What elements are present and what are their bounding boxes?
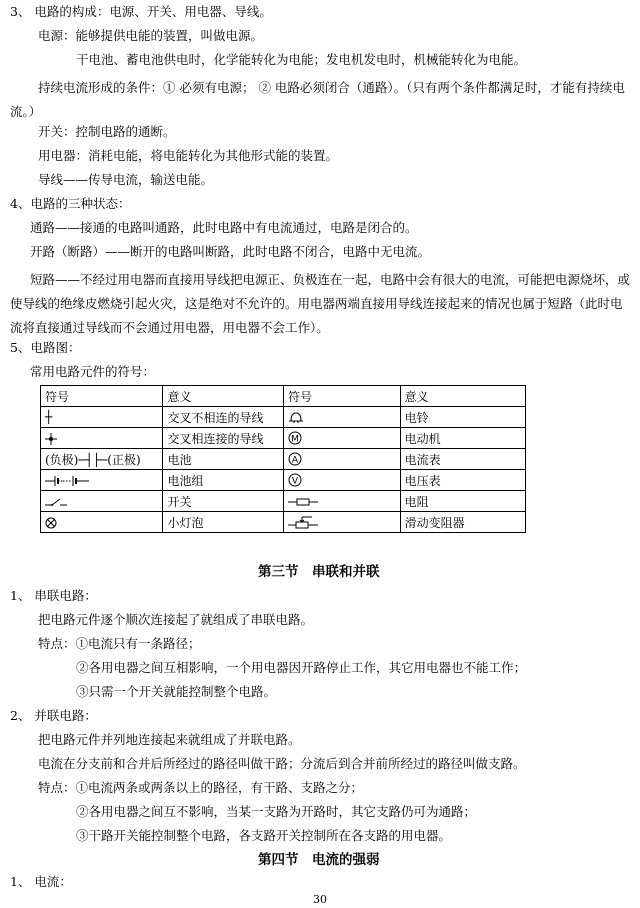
series-feature-3: ③只需一个开关就能控制整个电路。 — [76, 684, 277, 699]
short-circuit-text: 短路——不经过用电器而直接用导线把电源正、负极连在一起，电路中会有很大的电流，可能把电源烧坏，或使导线的绝缘皮燃烧引起火灾，这是绝对不允许的。用电器两端直接用导线连接起来的情况也属于短路（此时电流将直接通过导线而不会通过用电器，用电器不会工作）。 — [10, 272, 631, 335]
series-circuit-heading: 1、 串联电路： — [10, 588, 97, 603]
series-feature-1: 特点：①电流只有一条路径； — [38, 636, 201, 651]
current-heading: 1、 电流： — [10, 874, 72, 889]
series-circuit-definition: 把电路元件逐个顺次连接起了就组成了串联电路。 — [38, 612, 314, 627]
parallel-circuit-definition: 把电路元件并列地连接起来就组成了并联电路。 — [38, 732, 301, 747]
symbol-table-caption: 常用电路元件的符号： — [30, 364, 156, 379]
table-row — [41, 407, 526, 428]
table-cell: 电压表 — [400, 470, 525, 491]
resistor-icon — [283, 491, 400, 512]
table-cell: 电池 — [163, 449, 284, 470]
table-header-cell: 符号 — [283, 386, 400, 407]
power-source-definition: 电源：能够提供电能的装置，叫做电源。 — [38, 28, 264, 43]
switch-definition: 开关：控制电路的通断。 — [38, 124, 176, 139]
energy-conversion-text: 干电池、蓄电池供电时，化学能转化为电能；发电机发电时，机械能转化为电能。 — [76, 52, 527, 67]
item-5-heading: 5、电路图： — [10, 340, 81, 355]
svg-text:M: M — [291, 434, 299, 445]
closed-circuit-text: 通路——接通的电路叫通路，此时电路中有电流通过，电路是闭合的。 — [30, 220, 418, 235]
voltmeter-icon — [283, 470, 400, 491]
wire-definition: 导线——传导电流，输送电能。 — [38, 172, 214, 187]
table-row — [41, 512, 526, 533]
motor-icon — [283, 428, 400, 449]
table-cell: 滑动变阻器 — [400, 512, 525, 533]
ammeter-icon — [283, 449, 400, 470]
appliance-definition: 用电器：消耗电能，将电能转化为其他形式能的装置。 — [38, 148, 339, 163]
parallel-feature-3: ③干路开关能控制整个电路，各支路开关控制所在各支路的用电器。 — [76, 828, 452, 843]
table-cell: 电阻 — [400, 491, 525, 512]
page-number: 30 — [313, 893, 327, 906]
table-cell: 交叉不相连的导线 — [163, 407, 284, 428]
switch-symbol — [41, 491, 163, 512]
table-cell: 交叉相连接的导线 — [163, 428, 284, 449]
open-circuit-text: 开路（断路）——断开的电路叫断路，此时电路不闭合，电路中无电流。 — [30, 244, 431, 259]
battery-pack-symbol — [41, 470, 163, 491]
table-row — [41, 428, 526, 449]
rheostat-icon — [283, 512, 400, 533]
table-cell: 电池组 — [163, 470, 284, 491]
crossing-unconnected-wires-symbol: ┼ — [41, 407, 163, 428]
table-header-row — [41, 386, 526, 407]
bell-icon — [283, 407, 400, 428]
parallel-circuit-heading: 2、 并联电路： — [10, 708, 97, 723]
table-cell: 开关 — [163, 491, 284, 512]
table-row — [41, 491, 526, 512]
svg-text:V: V — [291, 476, 299, 487]
table-header-cell: 意义 — [163, 386, 284, 407]
circuit-symbol-table — [40, 385, 526, 533]
parallel-feature-2: ②各用电器之间互不影响，当某一支路为开路时，其它支路仍可为通路； — [76, 804, 477, 819]
table-cell: 电铃 — [400, 407, 525, 428]
light-bulb-symbol — [41, 512, 163, 533]
table-cell: 小灯泡 — [163, 512, 284, 533]
svg-text:A: A — [291, 455, 299, 466]
parallel-feature-1: 特点：①电流两条或两条以上的路径，有干路、支路之分； — [38, 780, 364, 795]
section-4-title: 第四节 电流的强弱 — [258, 852, 380, 868]
series-feature-2: ②各用电器之间互相影响，一个用电器因开路停止工作，其它用电器也不能工作； — [76, 660, 527, 675]
item-4-heading: 4、电路的三种状态： — [10, 196, 131, 211]
crossing-connected-wires-symbol — [41, 428, 163, 449]
table-header-cell: 符号 — [41, 386, 163, 407]
table-header-cell: 意义 — [400, 386, 525, 407]
item-3-heading: 3、 电路的构成：电源、开关、用电器、导线。 — [10, 4, 272, 19]
trunk-branch-definition: 电流在分支前和合并后所经过的路径叫做干路；分流后到合并前所经过的路径叫做支路。 — [38, 756, 526, 771]
table-row — [41, 470, 526, 491]
section-3-title: 第三节 串联和并联 — [258, 564, 380, 580]
continuous-current-conditions: 持续电流形成的条件：① 必须有电源； ② 电路必须闭合（通路）。（只有两个条件都满足时，才能有持续电流。） — [10, 80, 625, 119]
battery-symbol: (负极)─┤├─(正极) — [41, 449, 163, 470]
table-cell: 电流表 — [400, 449, 525, 470]
table-row — [41, 449, 526, 470]
table-cell: 电动机 — [400, 428, 525, 449]
